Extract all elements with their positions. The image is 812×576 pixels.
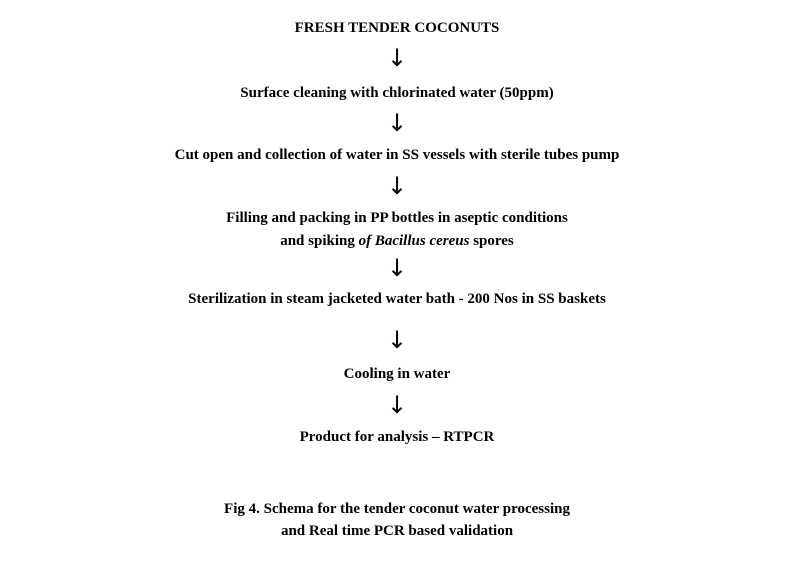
step-cooling: Cooling in water xyxy=(343,366,451,382)
step-surface-cleaning: Surface cleaning with chlorinated water (50ppm) xyxy=(240,85,554,101)
down-arrow-icon: ↓ xyxy=(386,109,408,137)
down-arrow-icon: ↓ xyxy=(386,326,408,354)
down-arrow-icon: ↓ xyxy=(386,391,408,419)
step-product-analysis: Product for analysis – RTPCR xyxy=(299,429,495,445)
down-arrow-icon: ↓ xyxy=(386,254,408,282)
spiking-suffix: spores xyxy=(469,233,514,249)
step-spiking xyxy=(0,232,794,250)
caption-line-1: Fig 4. Schema for the tender coconut water processing xyxy=(224,501,570,517)
step-filling-packing: Filling and packing in PP bottles in aseptic conditions xyxy=(226,210,568,226)
step-sterilization: Sterilization in steam jacketed water bath - 200 Nos in SS baskets xyxy=(188,291,606,307)
step-cut-open-collection: Cut open and collection of water in SS vessels with sterile tubes pump xyxy=(174,147,620,163)
down-arrow-icon: ↓ xyxy=(386,44,408,72)
down-arrow-icon: ↓ xyxy=(386,172,408,200)
caption-line-2: and Real time PCR based validation xyxy=(280,523,514,539)
spiking-prefix: and spiking xyxy=(280,233,359,249)
organism-name: of Bacillus cereus xyxy=(358,233,470,249)
step-fresh-tender-coconuts: FRESH TENDER COCONUTS xyxy=(294,20,500,36)
